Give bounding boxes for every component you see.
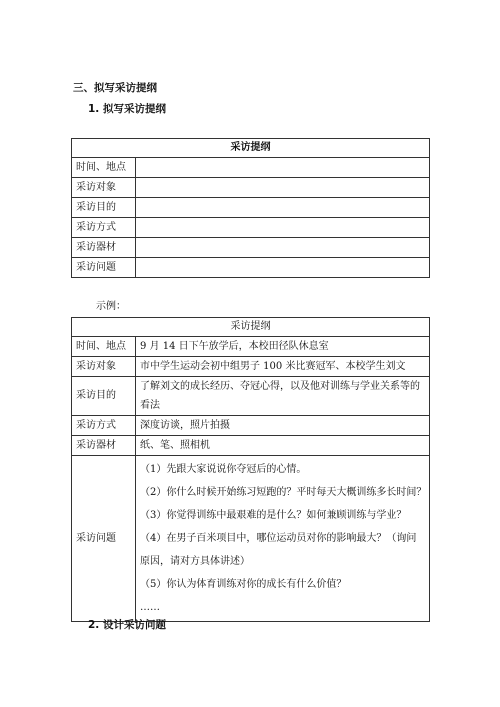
table-title-row xyxy=(72,318,430,337)
row-label: 采访对象 xyxy=(72,178,136,198)
section-heading: 三、拟写采访提纲 xyxy=(73,82,157,94)
row-label: 采访对象 xyxy=(72,357,136,377)
row-label: 时间、地点 xyxy=(72,158,136,178)
question-item: （3）你觉得训练中最艰难的是什么？如何兼顾训练与学业？ xyxy=(140,510,407,521)
subsection-heading-questions: 2. 设计采访问题 xyxy=(88,619,166,631)
question-item: （5）你认为体育训练对你的成长有什么价值？ xyxy=(140,579,347,590)
subsection-heading-outline: 1. 拟写采访提纲 xyxy=(88,103,166,115)
blank-cell[interactable] xyxy=(136,238,430,258)
row-label: 采访方式 xyxy=(72,416,136,436)
table-row xyxy=(72,238,430,258)
row-label: 采访器材 xyxy=(72,436,136,456)
blank-outline-table xyxy=(71,138,430,278)
row-value: 9 月 14 日下午放学后，本校田径队休息室 xyxy=(136,337,430,357)
row-value: 深度访谈，照片拍摄 xyxy=(136,416,430,436)
table-row xyxy=(72,158,430,178)
table-title: 采访提纲 xyxy=(72,139,430,158)
question-item: （2）你什么时候开始练习短跑的？平时每天大概训练多长时间？ xyxy=(140,487,427,498)
table-title: 采访提纲 xyxy=(72,318,430,337)
table-row xyxy=(72,178,430,198)
row-label: 采访目的 xyxy=(72,377,136,416)
questions-cell xyxy=(136,456,430,622)
blank-cell[interactable] xyxy=(136,158,430,178)
row-label: 采访目的 xyxy=(72,198,136,218)
table-row xyxy=(72,456,430,622)
row-label: 采访器材 xyxy=(72,238,136,258)
table-row xyxy=(72,218,430,238)
question-item: （1）先跟大家说说你夺冠后的心情。 xyxy=(140,464,307,475)
row-label: 采访问题 xyxy=(72,456,136,622)
row-label: 时间、地点 xyxy=(72,337,136,357)
table-row xyxy=(72,258,430,278)
table-row xyxy=(72,377,430,416)
table-row xyxy=(72,337,430,357)
row-value: 市中学生运动会初中组男子 100 米比赛冠军、本校学生刘文 xyxy=(136,357,430,377)
table-row xyxy=(72,436,430,456)
table-row xyxy=(72,357,430,377)
blank-cell[interactable] xyxy=(136,178,430,198)
example-label: 示例： xyxy=(96,301,126,312)
row-value: 纸、笔、照相机 xyxy=(136,436,430,456)
blank-cell[interactable] xyxy=(136,258,430,278)
table-title-row xyxy=(72,139,430,158)
table-row xyxy=(72,198,430,218)
blank-cell[interactable] xyxy=(136,218,430,238)
example-outline-table xyxy=(71,317,430,622)
table-row xyxy=(72,416,430,436)
blank-cell[interactable] xyxy=(136,198,430,218)
question-item: （4）在男子百米项目中，哪位运动员对你的影响最大？（询问原因，请对方具体讲述） xyxy=(140,533,417,567)
question-item: …… xyxy=(140,602,160,613)
row-label: 采访问题 xyxy=(72,258,136,278)
row-value: 了解刘文的成长经历、夺冠心得，以及他对训练与学业关系等的看法 xyxy=(136,377,430,416)
row-label: 采访方式 xyxy=(72,218,136,238)
